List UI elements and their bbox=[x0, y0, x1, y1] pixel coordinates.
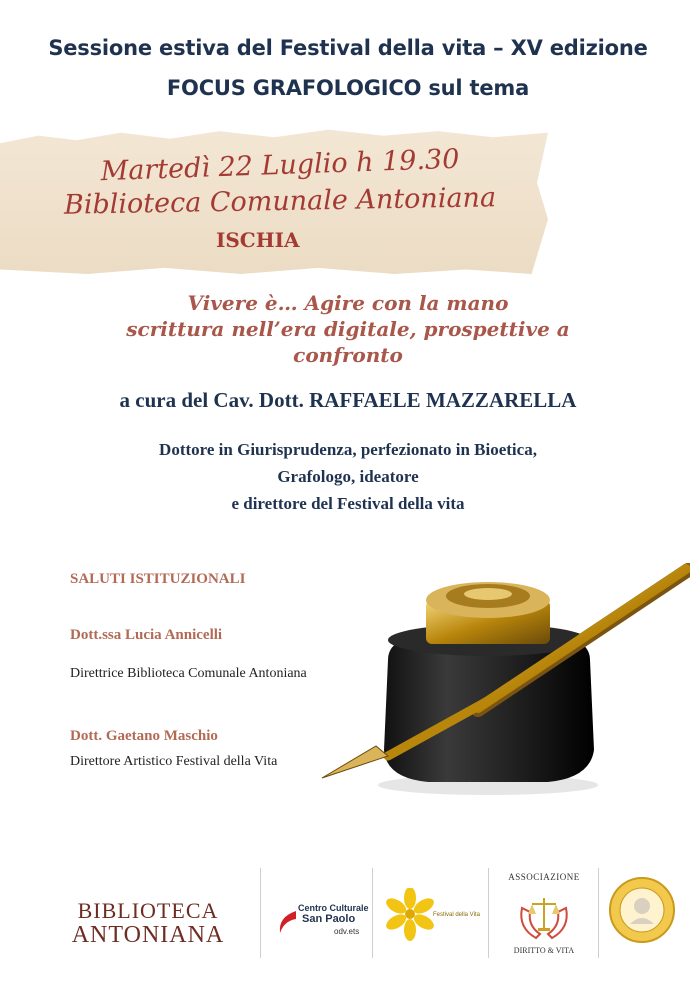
biblioteca-logo-line1: BIBLIOTECA bbox=[77, 898, 219, 923]
centro-line2: San Paolo bbox=[302, 913, 356, 925]
theme-line3: confronto bbox=[293, 343, 403, 367]
event-place: ISCHIA bbox=[216, 228, 300, 252]
speaker-name: Dott.ssa Lucia Annicelli bbox=[70, 627, 223, 643]
festival-label: Festival della Vita bbox=[433, 912, 480, 918]
hands-scales-icon bbox=[516, 888, 572, 942]
event-venue: Biblioteca Comunale Antoniana bbox=[63, 182, 497, 221]
inkwell-pen-illustration bbox=[318, 560, 690, 800]
theme-line1: Vivere è… Agire con la mano bbox=[187, 291, 509, 315]
assoc-bottom-label: DIRITTO & VITA bbox=[513, 946, 575, 955]
associazione-diritto-vita-logo bbox=[500, 866, 588, 966]
divider bbox=[598, 868, 599, 958]
speaker-role: Direttore Artistico Festival della Vita bbox=[70, 754, 278, 769]
festival-della-vita-logo bbox=[385, 888, 485, 944]
divider bbox=[488, 868, 489, 958]
centro-line1: Centro Culturale bbox=[298, 903, 369, 913]
seal-logo bbox=[608, 876, 676, 944]
event-datetime: Martedì 22 Luglio h 19.30 bbox=[100, 143, 460, 188]
centro-swoosh-icon bbox=[276, 907, 298, 937]
centro-line3: odv.ets bbox=[334, 927, 360, 936]
header-title-line2: FOCUS GRAFOLOGICO sul tema bbox=[166, 76, 530, 100]
divider bbox=[372, 868, 373, 958]
curator-line: a cura del Cav. Dott. RAFFAELE MAZZARELLA bbox=[119, 388, 577, 412]
yellow-flower-icon bbox=[385, 888, 435, 944]
speaker-name: Dott. Gaetano Maschio bbox=[70, 728, 218, 744]
biblioteca-logo bbox=[54, 898, 242, 949]
greetings-title: SALUTI ISTITUZIONALI bbox=[70, 571, 246, 587]
divider bbox=[260, 868, 261, 958]
assoc-top-label: ASSOCIAZIONE bbox=[508, 872, 580, 882]
centro-culturale-logo bbox=[276, 903, 376, 943]
bio-line2: Grafologo, ideatore bbox=[277, 467, 419, 486]
header-title-line1: Sessione estiva del Festival della vita – XV edizione bbox=[48, 36, 648, 60]
speaker-role: Direttrice Biblioteca Comunale Antoniana bbox=[70, 666, 307, 681]
theme-line2: scrittura nell’era digitale, prospettive a bbox=[126, 317, 570, 341]
bio-line3: e direttore del Festival della vita bbox=[231, 494, 465, 513]
biblioteca-logo-line2: ANTONIANA bbox=[71, 922, 225, 948]
bio-line1: Dottore in Giurisprudenza, perfezionato in Bioetica, bbox=[159, 440, 537, 459]
